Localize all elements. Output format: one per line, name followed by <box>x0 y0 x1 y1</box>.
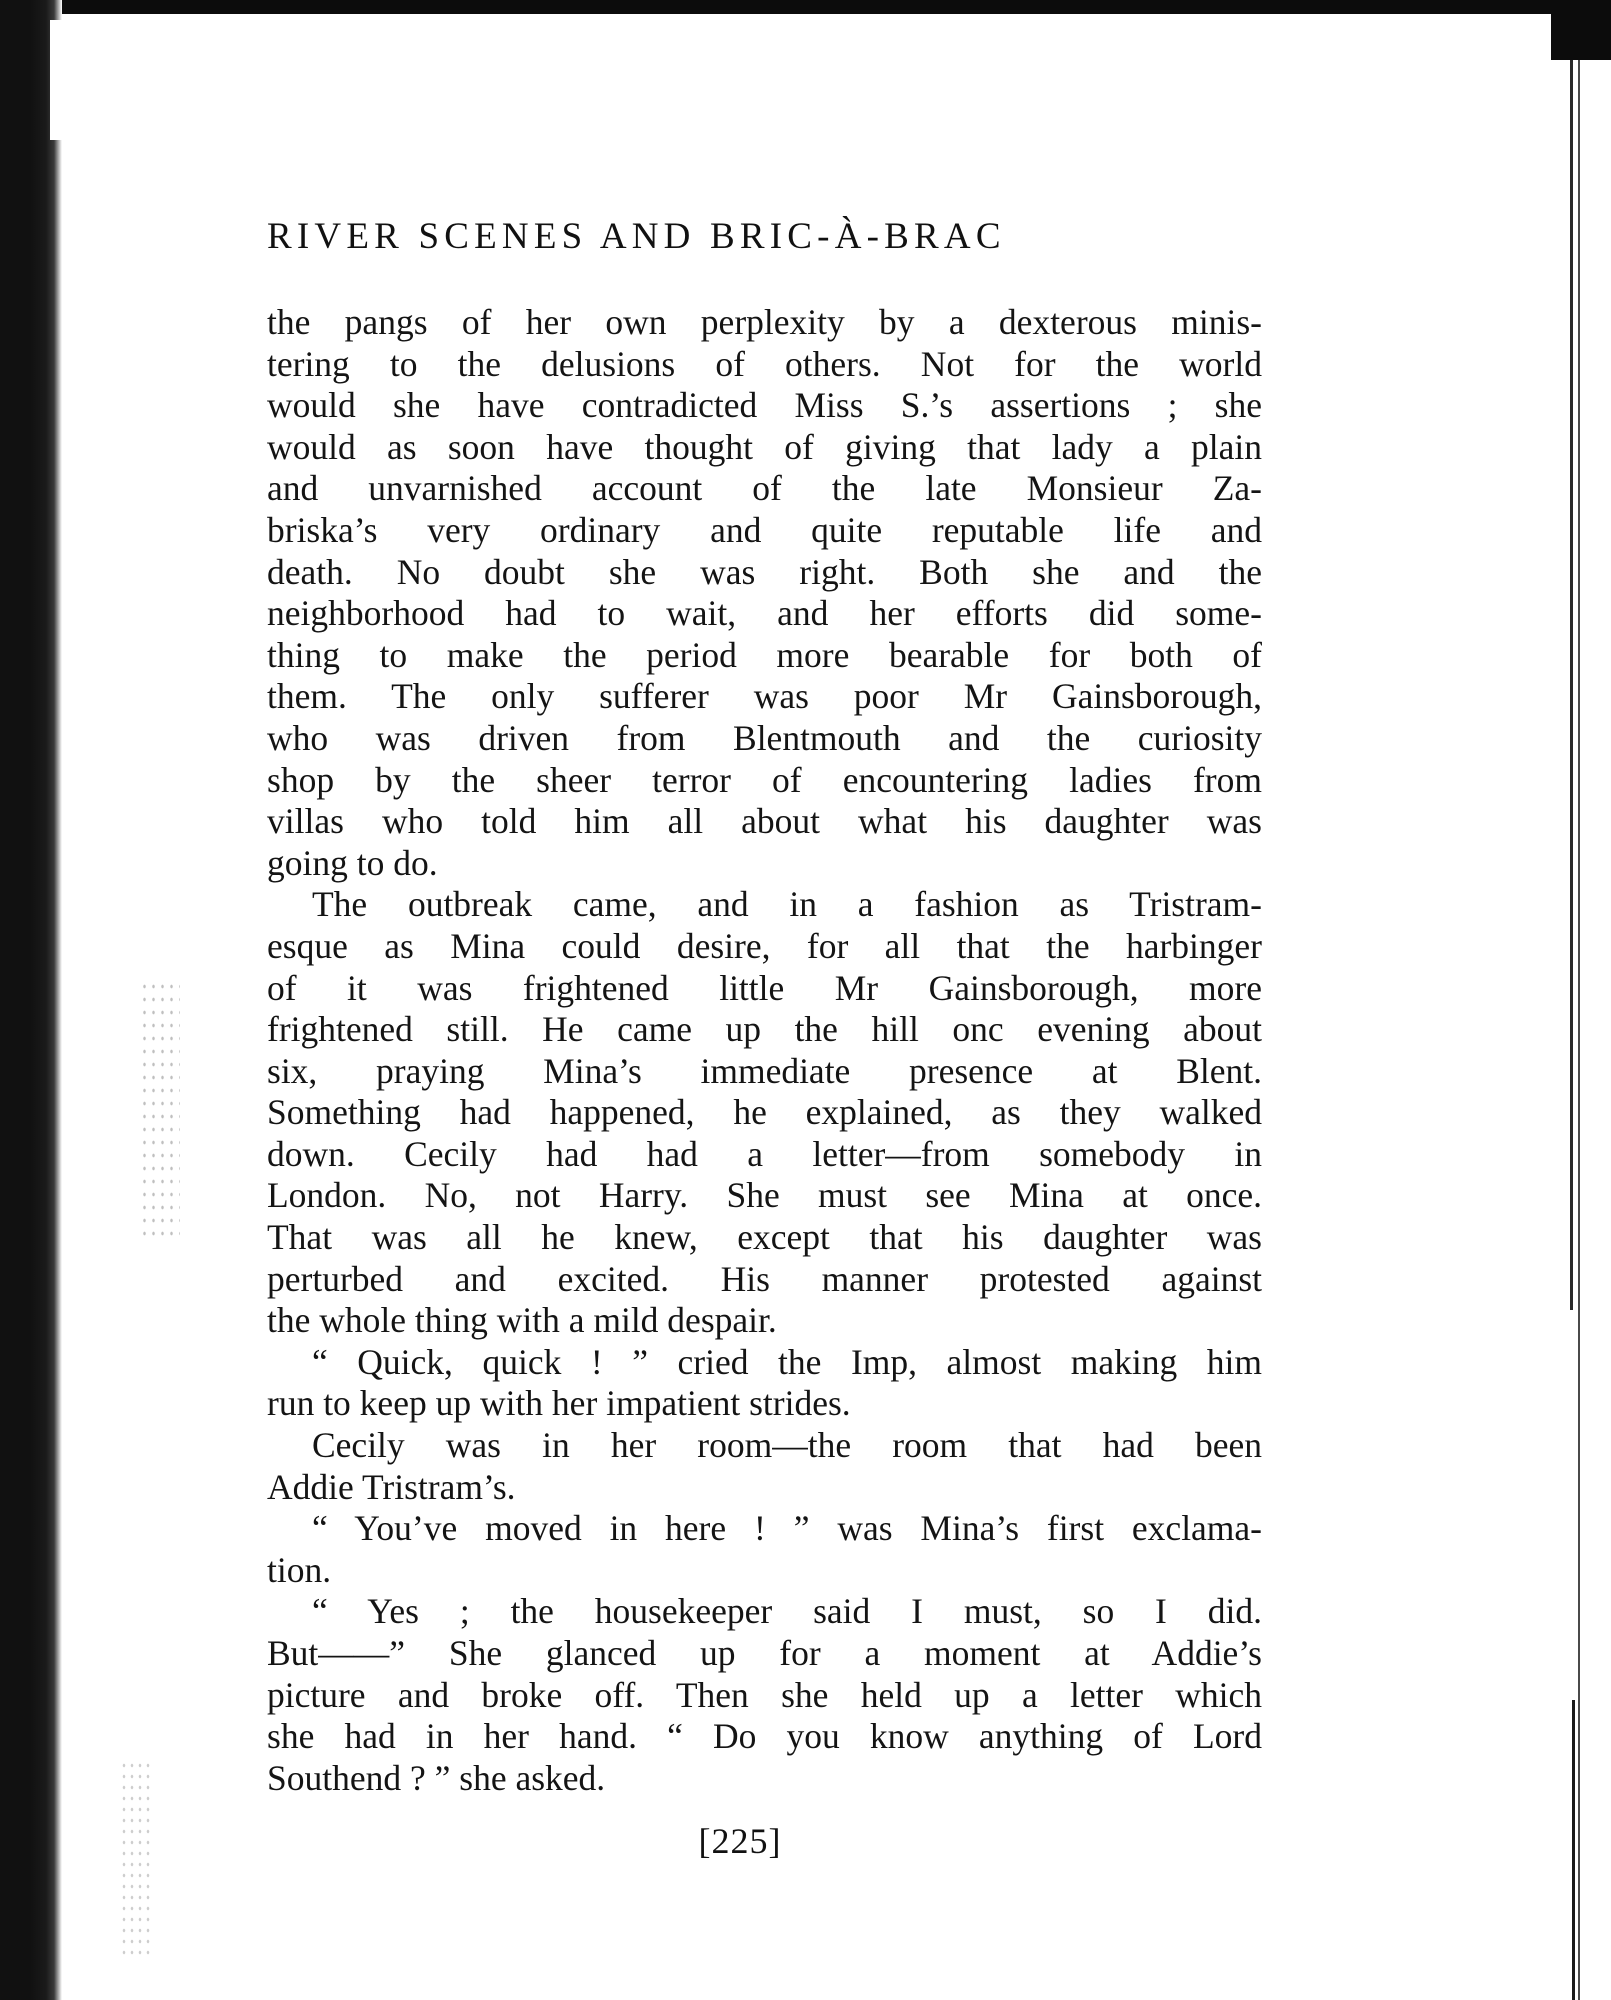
text-line: run to keep up with her impatient strides. <box>267 1383 851 1424</box>
text-line: tering to the delusions of others. Not for the world <box>267 343 1262 384</box>
text-line: briska’s very ordinary and quite reputable life and <box>267 509 1262 550</box>
text-line: Something had happened, he explained, as they walked <box>267 1092 1262 1133</box>
text-line: thing to make the period more bearable for both of <box>267 634 1262 675</box>
text-line: frightened still. He came up the hill onc evening about <box>267 1009 1262 1050</box>
text-line: down. Cecily had had a letter—from somebody in <box>267 1133 1262 1174</box>
text-line: But——” She glanced up for a moment at Addie’s <box>267 1633 1262 1673</box>
text-line: “ Quick, quick ! ” cried the Imp, almost making him <box>312 1341 1262 1382</box>
text-line: she had in her hand. “ Do you know anything of Lord <box>267 1716 1262 1757</box>
scan-border-left <box>0 0 62 2000</box>
text-line: and unvarnished account of the late Monsieur Za- <box>267 468 1262 509</box>
text-line: the pangs of her own perplexity by a dexterous minis- <box>267 302 1262 342</box>
text-line: London. No, not Harry. She must see Mina at once. <box>267 1175 1262 1216</box>
text-line: villas who told him all about what his daughter was <box>267 801 1262 842</box>
text-line: shop by the sheer terror of encountering ladies from <box>267 759 1262 800</box>
scan-border-notch <box>50 20 64 140</box>
text-line: who was driven from Blentmouth and the curiosity <box>267 717 1262 758</box>
text-line: the whole thing with a mild despair. <box>267 1300 777 1341</box>
scan-border-corner <box>1551 0 1611 60</box>
page-number: [225] <box>698 1821 782 1861</box>
text-line: esque as Mina could desire, for all that the harbinger <box>267 925 1262 966</box>
scan-border-top <box>0 0 1611 14</box>
body-text <box>267 302 1262 1799</box>
scan-edge-line <box>1572 1700 1575 2000</box>
scan-edge-line <box>1570 60 1573 1310</box>
scan-speckles <box>140 980 180 1240</box>
text-line: would as soon have thought of giving that lady a plain <box>267 426 1262 467</box>
text-line: perturbed and excited. His manner protested against <box>267 1258 1262 1299</box>
scan-edge-line <box>1578 60 1580 2000</box>
scan-speckles <box>120 1760 150 1960</box>
text-line: them. The only sufferer was poor Mr Gainsborough, <box>267 676 1262 717</box>
text-line: Addie Tristram’s. <box>267 1466 516 1507</box>
running-head: RIVER SCENES AND BRIC-À-BRAC <box>267 216 1006 257</box>
text-line: The outbreak came, and in a fashion as Tristram- <box>312 884 1262 925</box>
text-line: of it was frightened little Mr Gainsborough, more <box>267 967 1262 1008</box>
text-line: six, praying Mina’s immediate presence at Blent. <box>267 1050 1262 1091</box>
text-line: picture and broke off. Then she held up a letter which <box>267 1674 1262 1715</box>
text-line: “ You’ve moved in here ! ” was Mina’s first exclama- <box>312 1508 1262 1549</box>
text-line: would she have contradicted Miss S.’s assertions ; she <box>267 385 1262 426</box>
text-line: Cecily was in her room—the room that had been <box>312 1425 1262 1466</box>
text-line: “ Yes ; the housekeeper said I must, so I did. <box>312 1591 1262 1632</box>
text-line: death. No doubt she was right. Both she and the <box>267 551 1262 592</box>
text-line: going to do. <box>267 842 438 883</box>
text-line: That was all he knew, except that his daughter was <box>267 1217 1262 1258</box>
text-line: neighborhood had to wait, and her efforts did some- <box>267 593 1262 634</box>
text-line: Southend ? ” she asked. <box>267 1757 606 1798</box>
text-line: tion. <box>267 1549 332 1590</box>
